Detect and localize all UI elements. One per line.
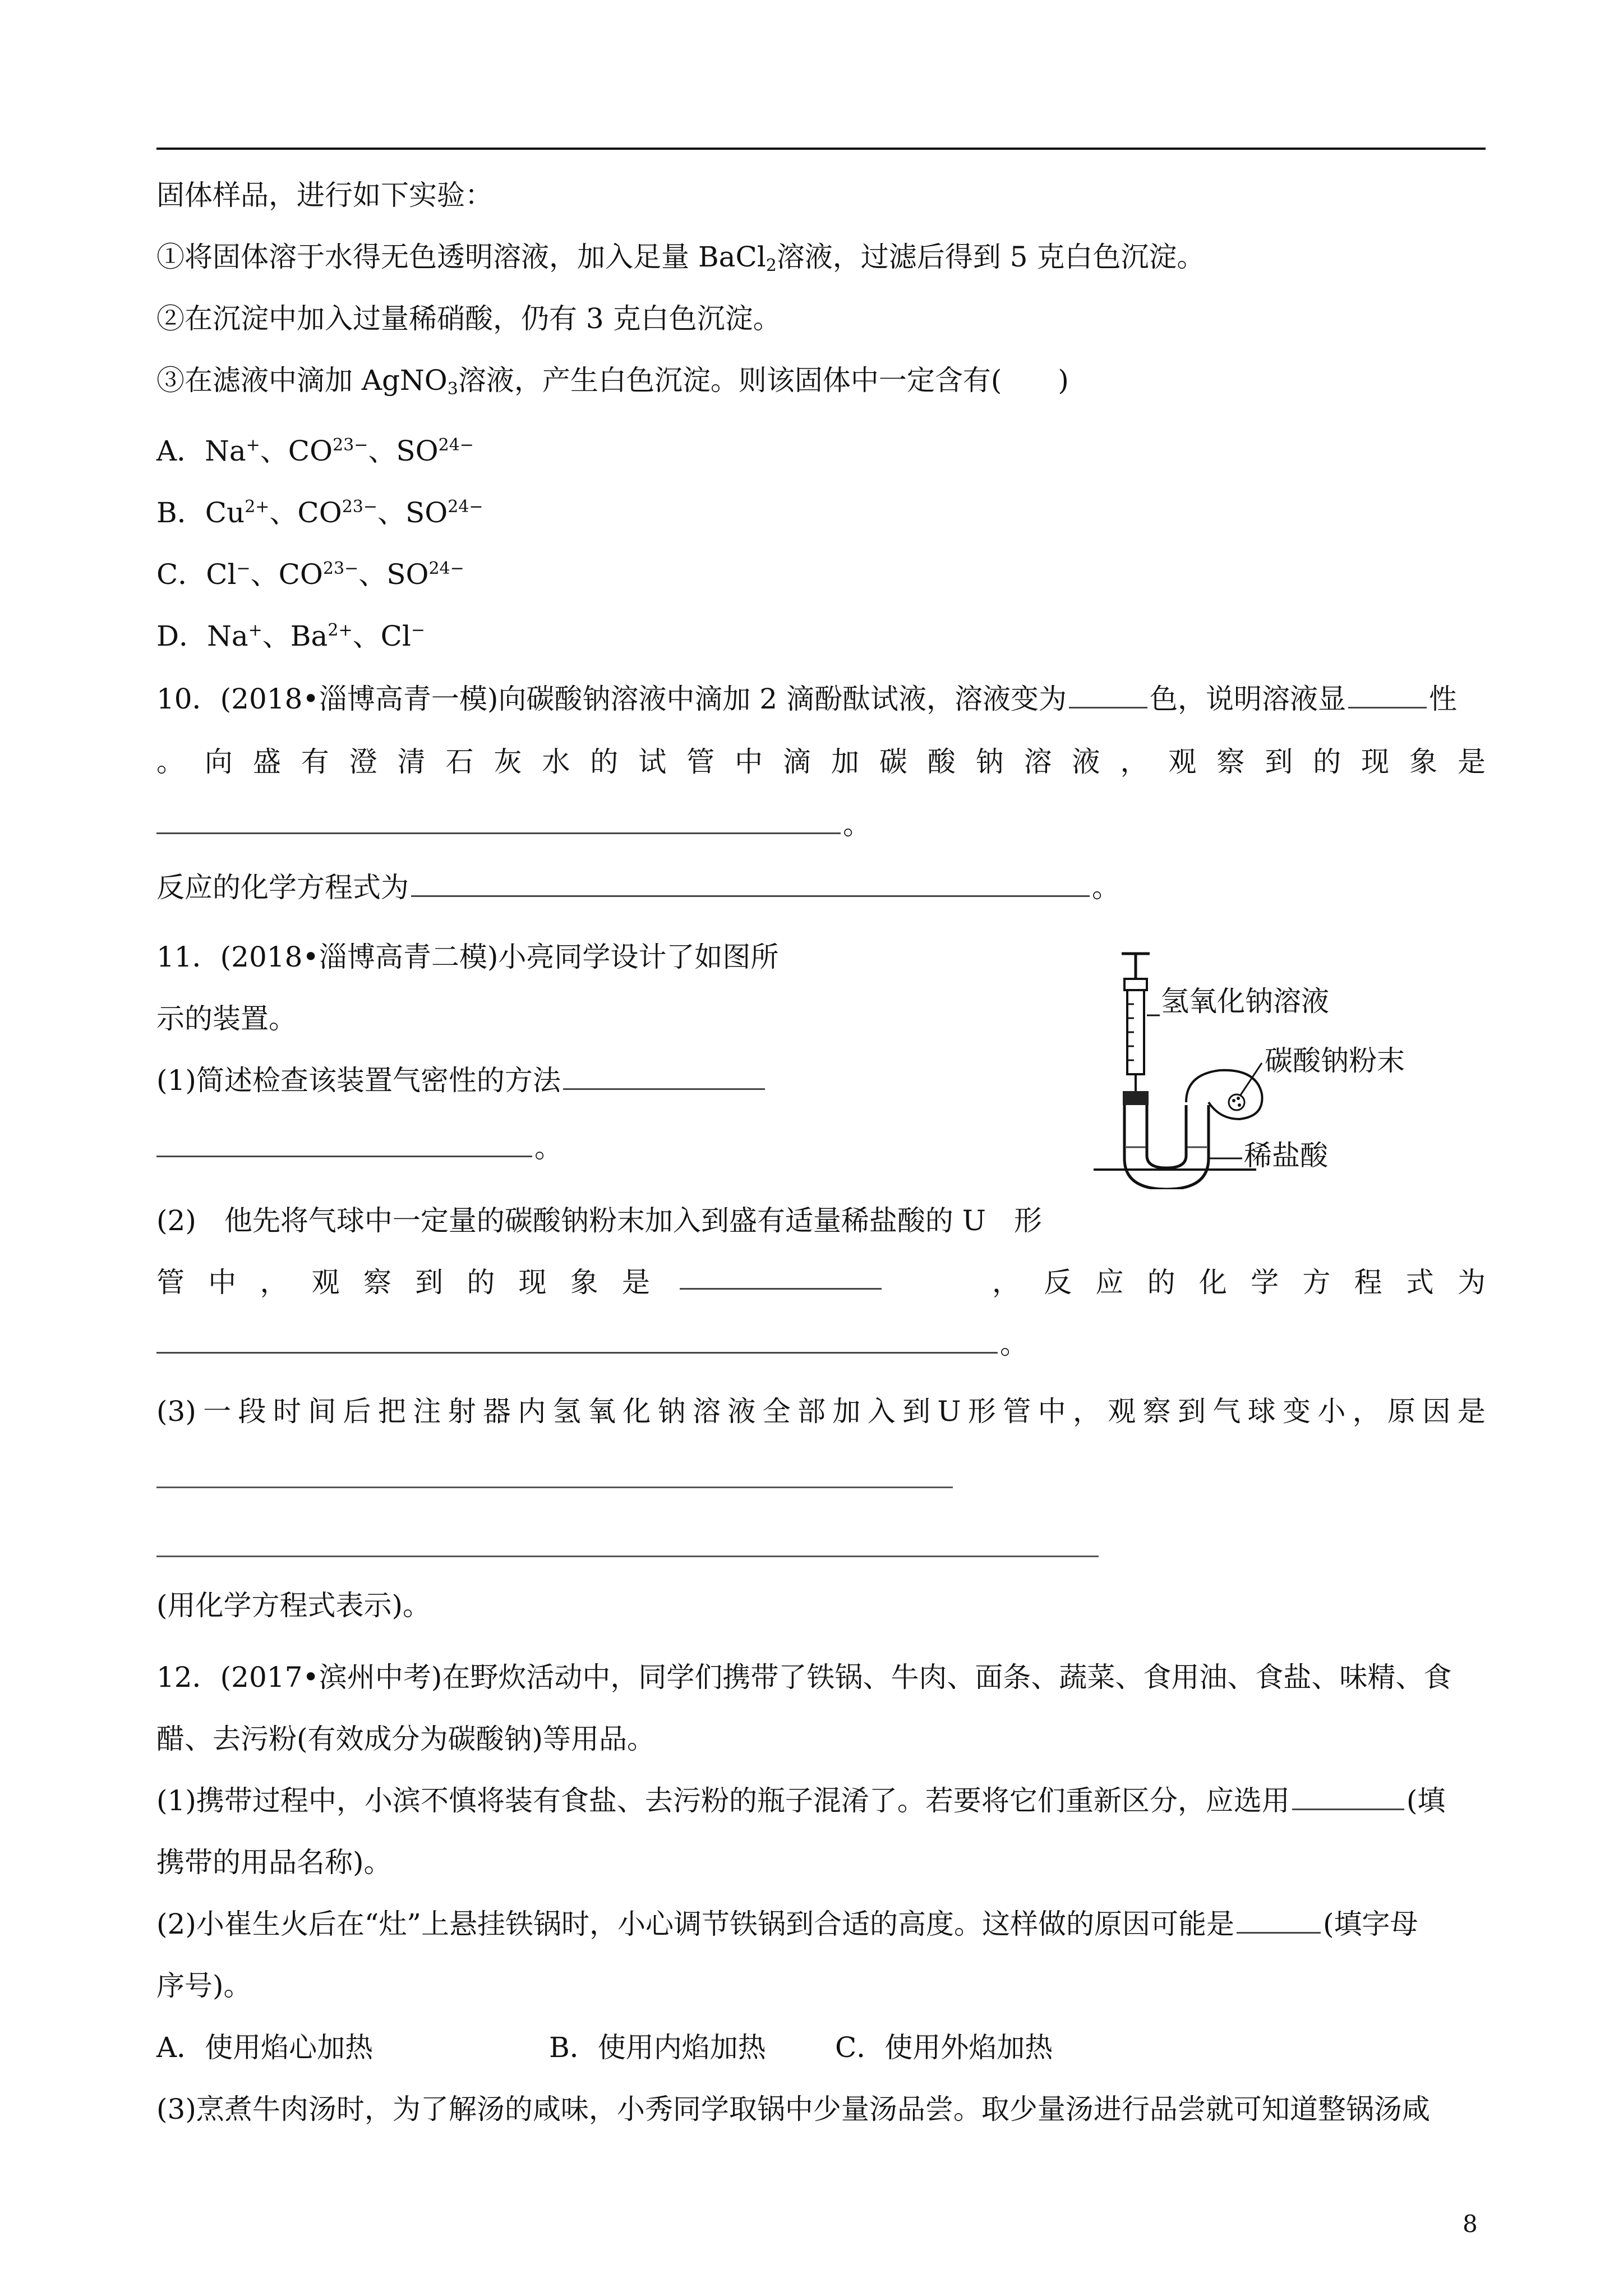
spaced-char: 钠 xyxy=(657,1395,686,1428)
spaced-char: 察 xyxy=(1142,1395,1171,1428)
spaced-char: ， xyxy=(992,1266,1020,1299)
q11-title: 11．(2018•淄博高青二模)小亮同学设计了如图所 xyxy=(156,941,779,973)
spaced-char: 灰 xyxy=(494,746,522,778)
spaced-char: 观 xyxy=(1168,746,1197,778)
spaced-char: 注 xyxy=(413,1395,441,1428)
answer-blank[interactable] xyxy=(563,1066,765,1090)
spaced-char: 溶 xyxy=(692,1395,721,1428)
spaced-char: 间 xyxy=(308,1395,336,1428)
spaced-char: 内 xyxy=(518,1395,546,1428)
label-hcl: 稀盐酸 xyxy=(1244,1139,1328,1172)
spaced-char: 是 xyxy=(1457,746,1486,778)
spaced-char: 滴 xyxy=(782,746,811,778)
spaced-char: 应 xyxy=(1095,1266,1124,1299)
spaced-char: 的 xyxy=(467,1266,495,1299)
q12-options: A．使用焰心加热 B．使用内焰加热 C．使用外焰加热 xyxy=(156,2031,1053,2064)
spaced-char: 反 xyxy=(1044,1266,1072,1299)
q10-line-1: 10．(2018•淄博高青一模)向碳酸钠溶液中滴加 2 滴酚酞试液，溶液变为 色，说明溶液显 性 xyxy=(156,683,1457,715)
label-naoh: 氢氧化钠溶液 xyxy=(1161,985,1329,1018)
spaced-char: 中 xyxy=(1038,1395,1066,1428)
step-3: ③在滤液中滴加 AgNO$_3$溶液，产生白色沉淀。则该固体中一定含有( ) xyxy=(156,364,1069,399)
q12-part-2: (2)小崔生火后在“灶”上悬挂铁锅时，小心调节铁锅到合适的高度。这样做的原因可能是 (填字母 xyxy=(156,1908,1418,1940)
intro-line: 固体样品，进行如下实验： xyxy=(156,179,493,211)
spaced-char: 变 xyxy=(1282,1395,1311,1428)
answer-blank[interactable] xyxy=(1237,1910,1321,1934)
q12-part-1: (1)携带过程中，小滨不慎将装有食盐、去污粉的瓶子混淆了。若要将它们重新区分，应选用 (填 xyxy=(156,1784,1446,1817)
spaced-char: 部 xyxy=(797,1395,826,1428)
spaced-char: 酸 xyxy=(927,746,956,778)
spaced-char: 钠 xyxy=(975,746,1004,778)
q11-part-1: (1)简述检查该装置气密性的方法 xyxy=(156,1064,767,1097)
spaced-char: 水 xyxy=(542,746,570,778)
option-a: A．Na+、$CO^{23-}$、$SO^{24-}$ xyxy=(156,435,474,467)
spaced-char: 现 xyxy=(518,1266,547,1299)
spaced-char: 入 xyxy=(867,1395,896,1428)
spaced-char: 小 xyxy=(1317,1395,1346,1428)
spaced-char: 碳 xyxy=(879,746,907,778)
spaced-char: 象 xyxy=(570,1266,598,1299)
spaced-char: 原 xyxy=(1387,1395,1415,1428)
spaced-char: (3) xyxy=(156,1395,196,1428)
spaced-char: 液 xyxy=(727,1395,756,1428)
spaced-char: 氢 xyxy=(552,1395,581,1428)
answer-line[interactable] xyxy=(156,1487,953,1488)
spaced-char: 加 xyxy=(831,746,859,778)
spaced-char: 察 xyxy=(363,1266,391,1299)
spaced-char: 气 xyxy=(1212,1395,1241,1428)
option-c: C．Cl−、$CO^{23-}$、$SO^{24-}$ xyxy=(156,558,464,591)
apparatus-figure xyxy=(1094,948,1486,1189)
q11-part-2: (2) 他先将气球中一定量的碳酸钠粉末加入到盛有适量稀盐酸的 U 形 xyxy=(156,1204,1042,1237)
spaced-char: 有 xyxy=(301,746,329,778)
page-number: 8 xyxy=(1463,2210,1478,2238)
option-d: D．Na+、$Ba^{2+}$、Cl− xyxy=(156,620,425,652)
spaced-char: 向 xyxy=(204,746,233,778)
spaced-char: 察 xyxy=(1216,746,1245,778)
answer-blank[interactable] xyxy=(156,1133,532,1157)
q12-part-2-cont: 序号)。 xyxy=(156,1970,252,2002)
q12-part-3: (3)烹煮牛肉汤时，为了解汤的咸味，小秀同学取锅中少量汤品尝。取少量汤进行品尝就可知道整锅汤咸 xyxy=(156,2093,1430,2125)
spaced-char: ， xyxy=(1072,1395,1101,1428)
spaced-char: 的 xyxy=(1147,1266,1175,1299)
label-na2co3: 碳酸钠粉末 xyxy=(1265,1045,1405,1077)
q10-line-2 xyxy=(156,745,1486,779)
spaced-char: 的 xyxy=(1313,746,1341,778)
spaced-char: 后 xyxy=(343,1395,371,1428)
q11-part-3-note: (用化学方程式表示)。 xyxy=(156,1589,431,1622)
q12-line-1: 12．(2017•滨州中考)在野炊活动中，同学们携带了铁锅、牛肉、面条、蔬菜、食用油、食盐、味精、食 xyxy=(156,1661,1452,1694)
spaced-char: 中 xyxy=(208,1266,237,1299)
q11-part-2-line-3: 。 xyxy=(156,1327,1028,1361)
spaced-char: 到 xyxy=(1265,746,1293,778)
spaced-char: 澄 xyxy=(349,746,377,778)
q11-part-3 xyxy=(156,1395,1486,1428)
spaced-char: 器 xyxy=(482,1395,511,1428)
answer-blank[interactable] xyxy=(680,1266,882,1290)
spaced-char: 管 xyxy=(1003,1395,1031,1428)
spaced-char: 盛 xyxy=(252,746,281,778)
spaced-char: 中 xyxy=(735,746,763,778)
spaced-char: 加 xyxy=(832,1395,861,1428)
answer-blank[interactable] xyxy=(1348,684,1427,708)
spaced-char: 观 xyxy=(1108,1395,1136,1428)
spaced-char: 现 xyxy=(1361,746,1390,778)
q10-line-4: 反应的化学方程式为 。 xyxy=(156,871,1120,904)
answer-blank[interactable] xyxy=(1292,1786,1404,1810)
spaced-char: 因 xyxy=(1422,1395,1451,1428)
spaced-char: U xyxy=(937,1395,961,1428)
spaced-char: 氧 xyxy=(587,1395,616,1428)
balloon xyxy=(1186,1070,1262,1119)
spaced-char: 石 xyxy=(445,746,474,778)
spaced-char: 到 xyxy=(1177,1395,1206,1428)
step-2: ②在沉淀中加入过量稀硝酸，仍有 3 克白色沉淀。 xyxy=(156,302,781,335)
spaced-char: ， xyxy=(1120,746,1149,778)
spaced-char: 象 xyxy=(1409,746,1437,778)
spaced-char: 管 xyxy=(686,746,715,778)
spaced-char: 学 xyxy=(1251,1266,1279,1299)
spaced-char: 把 xyxy=(377,1395,406,1428)
q11-part-1-cont: 。 xyxy=(156,1131,562,1165)
spaced-char: 。 xyxy=(156,746,185,778)
q12-part-1-cont: 携带的用品名称)。 xyxy=(156,1846,392,1879)
spaced-char: 段 xyxy=(238,1395,266,1428)
spaced-char: 为 xyxy=(1457,1266,1486,1299)
q11-part-2-line-2 xyxy=(156,1266,1486,1299)
spaced-char: 时 xyxy=(273,1395,301,1428)
spaced-char: 观 xyxy=(311,1266,340,1299)
spaced-char: 的 xyxy=(590,746,619,778)
header-rule xyxy=(156,148,1486,150)
spaced-char: 清 xyxy=(397,746,426,778)
option-b: B．$Cu^{2+}$、$CO^{23-}$、$SO^{24-}$ xyxy=(156,496,483,529)
q10-line-3: 。 xyxy=(156,808,871,841)
spaced-char: 式 xyxy=(1405,1266,1434,1299)
spaced-char: 形 xyxy=(967,1395,996,1428)
spaced-char: 管 xyxy=(156,1266,185,1299)
q12-line-2: 醋、去污粉(有效成分为碳酸钠)等用品。 xyxy=(156,1723,656,1755)
spaced-char: 溶 xyxy=(1023,746,1052,778)
spaced-char: 是 xyxy=(621,1266,650,1299)
spaced-char: 一 xyxy=(203,1395,232,1428)
spaced-char: 液 xyxy=(1072,746,1100,778)
spaced-char: 试 xyxy=(638,746,667,778)
spaced-char: 程 xyxy=(1354,1266,1382,1299)
rubber-stopper xyxy=(1123,1091,1149,1105)
answer-blank[interactable] xyxy=(411,873,1090,897)
spaced-char: 是 xyxy=(1457,1395,1486,1428)
powder xyxy=(1229,1094,1244,1110)
spaced-char: 全 xyxy=(762,1395,791,1428)
spaced-char: 化 xyxy=(623,1395,651,1428)
spaced-char: 到 xyxy=(415,1266,444,1299)
spaced-char: 射 xyxy=(448,1395,476,1428)
spaced-char: ， xyxy=(1352,1395,1381,1428)
answer-blank[interactable] xyxy=(156,810,841,834)
answer-blank[interactable] xyxy=(1069,684,1147,708)
spaced-char: 球 xyxy=(1247,1395,1276,1428)
answer-blank[interactable] xyxy=(156,1329,998,1354)
spaced-char: ， xyxy=(260,1266,288,1299)
spaced-char: 方 xyxy=(1302,1266,1331,1299)
spaced-char: 到 xyxy=(902,1395,931,1428)
q11-title-2: 示的装置。 xyxy=(156,1002,297,1035)
step-1: ①将固体溶于水得无色透明溶液，加入足量 BaCl$_2$溶液，过滤后得到 5 克白色沉淀。 xyxy=(156,241,1205,275)
spaced-char: 化 xyxy=(1198,1266,1227,1299)
answer-line[interactable] xyxy=(156,1556,1099,1557)
